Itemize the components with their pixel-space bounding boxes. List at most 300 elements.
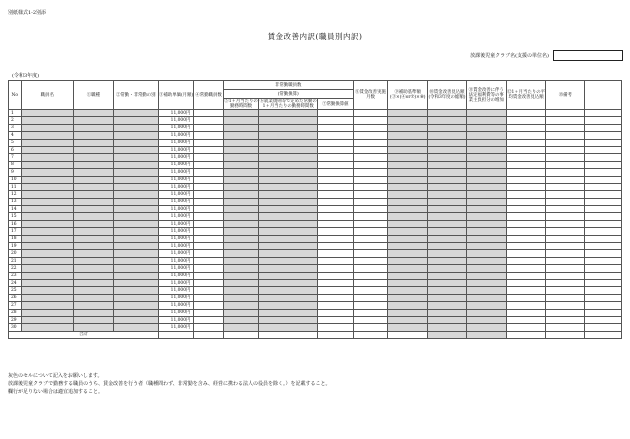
table-cell[interactable] [223,250,259,257]
table-cell[interactable] [428,272,467,279]
table-cell[interactable] [73,243,113,250]
table-cell[interactable] [73,110,113,117]
table-cell[interactable] [113,294,158,301]
total-cell [353,331,388,338]
table-cell[interactable] [259,176,318,183]
table-cell[interactable] [388,146,428,153]
table-cell[interactable] [223,213,259,220]
table-cell[interactable] [428,124,467,131]
table-row [9,228,622,235]
table-cell [546,206,585,213]
table-cell[interactable] [73,191,113,198]
table-cell[interactable] [466,257,506,264]
table-cell[interactable] [388,161,428,168]
unit-price-cell: 11,000円 [158,265,194,272]
table-cell[interactable] [113,220,158,227]
table-cell[interactable] [21,117,73,124]
table-cell [194,250,223,257]
table-cell[interactable] [73,220,113,227]
table-cell[interactable] [388,228,428,235]
table-cell[interactable] [428,117,467,124]
table-cell[interactable] [428,110,467,117]
table-cell[interactable] [428,132,467,139]
table-cell[interactable] [466,161,506,168]
table-cell[interactable] [73,287,113,294]
table-cell[interactable] [466,132,506,139]
table-cell[interactable] [113,139,158,146]
table-cell[interactable] [259,250,318,257]
table-cell[interactable] [21,324,73,331]
table-cell[interactable] [223,176,259,183]
table-cell[interactable] [428,316,467,323]
table-cell [506,213,546,220]
table-cell[interactable] [388,132,428,139]
table-cell[interactable] [21,169,73,176]
table-cell[interactable] [388,176,428,183]
table-cell[interactable] [466,250,506,257]
table-cell[interactable] [223,235,259,242]
table-cell[interactable] [466,287,506,294]
table-cell[interactable] [21,250,73,257]
table-cell[interactable] [113,169,158,176]
table-cell[interactable] [259,279,318,286]
table-cell[interactable] [466,324,506,331]
table-cell[interactable] [223,324,259,331]
table-cell[interactable] [259,132,318,139]
table-cell[interactable] [113,191,158,198]
table-cell [318,235,354,242]
table-cell[interactable] [21,302,73,309]
table-cell[interactable] [73,161,113,168]
table-row [9,220,622,227]
table-cell[interactable] [388,279,428,286]
table-cell[interactable] [466,117,506,124]
table-cell[interactable] [428,302,467,309]
table-cell[interactable] [388,316,428,323]
table-cell[interactable] [466,191,506,198]
table-cell[interactable] [21,206,73,213]
table-cell[interactable] [113,132,158,139]
table-cell[interactable] [259,243,318,250]
table-cell[interactable] [466,139,506,146]
table-cell[interactable] [113,243,158,250]
table-cell[interactable] [259,316,318,323]
table-cell[interactable] [259,228,318,235]
table-cell [546,257,585,264]
table-cell[interactable] [21,183,73,190]
table-cell[interactable] [223,183,259,190]
table-cell[interactable] [259,183,318,190]
table-cell[interactable] [21,176,73,183]
table-cell[interactable] [428,257,467,264]
unit-price-cell: 11,000円 [158,183,194,190]
table-cell[interactable] [388,265,428,272]
table-cell[interactable] [113,146,158,153]
table-cell[interactable] [259,324,318,331]
table-cell[interactable] [73,154,113,161]
table-cell [194,272,223,279]
table-cell[interactable] [113,302,158,309]
table-cell[interactable] [388,117,428,124]
table-cell[interactable] [113,124,158,131]
table-cell[interactable] [223,198,259,205]
table-cell[interactable] [223,302,259,309]
table-cell[interactable] [223,309,259,316]
table-cell[interactable] [113,176,158,183]
table-cell[interactable] [223,191,259,198]
table-cell[interactable] [21,228,73,235]
table-cell[interactable] [73,198,113,205]
table-cell[interactable] [21,272,73,279]
table-cell[interactable] [259,124,318,131]
table-cell[interactable] [259,272,318,279]
table-cell[interactable] [113,117,158,124]
table-cell[interactable] [73,228,113,235]
table-cell[interactable] [73,183,113,190]
table-cell[interactable] [388,302,428,309]
table-cell[interactable] [388,272,428,279]
table-cell[interactable] [223,316,259,323]
table-cell[interactable] [223,169,259,176]
table-cell[interactable] [21,309,73,316]
club-name-field[interactable] [553,50,623,61]
table-cell[interactable] [21,110,73,117]
table-cell[interactable] [428,228,467,235]
table-row [9,257,622,264]
table-cell[interactable] [223,279,259,286]
table-cell[interactable] [259,235,318,242]
table-cell[interactable] [73,132,113,139]
header-parttime-group: 非常勤職員数 [223,81,353,90]
table-cell[interactable] [466,176,506,183]
table-cell[interactable] [21,287,73,294]
table-cell [546,243,585,250]
table-cell [318,272,354,279]
table-cell[interactable] [21,243,73,250]
table-cell[interactable] [388,309,428,316]
table-cell[interactable] [259,302,318,309]
table-cell[interactable] [223,287,259,294]
row-number: 16 [9,220,22,227]
table-cell[interactable] [428,198,467,205]
table-cell [194,176,223,183]
table-cell [353,302,388,309]
total-cell [506,331,546,338]
table-cell[interactable] [223,257,259,264]
table-cell[interactable] [113,161,158,168]
table-cell[interactable] [428,250,467,257]
table-cell[interactable] [21,139,73,146]
table-cell[interactable] [113,183,158,190]
table-cell[interactable] [21,257,73,264]
header-welfare-increase: ⑪賃金改善に伴う法定福利費等の事業主負担分の増加 [466,81,506,110]
table-row [9,198,622,205]
table-cell[interactable] [21,124,73,131]
table-cell [546,265,585,272]
table-cell[interactable] [21,213,73,220]
header-monthly-average: ⑫1ヶ月当たりの平均賃金改善見込額 [506,81,546,110]
table-cell[interactable] [223,206,259,213]
table-cell[interactable] [223,243,259,250]
table-cell [506,124,546,131]
table-cell[interactable] [428,220,467,227]
table-cell[interactable] [259,206,318,213]
table-cell[interactable] [21,265,73,272]
table-cell[interactable] [113,206,158,213]
table-cell[interactable] [388,257,428,264]
table-cell[interactable] [466,220,506,227]
table-cell[interactable] [73,206,113,213]
footnote: 放課後児童クラブで勤務する職員のうち、賃金改善を行う者（職種問わず、非常勤を含み、経営に携わる法人の役員を除く。）を記載すること。 [8,381,331,387]
table-cell[interactable] [466,272,506,279]
table-cell[interactable] [223,117,259,124]
table-cell[interactable] [466,154,506,161]
table-cell[interactable] [21,191,73,198]
table-cell[interactable] [73,139,113,146]
table-cell[interactable] [223,124,259,131]
row-number: 27 [9,302,22,309]
table-cell[interactable] [259,257,318,264]
table-cell[interactable] [388,183,428,190]
table-cell[interactable] [466,206,506,213]
table-cell [585,191,622,198]
table-cell[interactable] [21,132,73,139]
fiscal-year-label: (令和3年度) [12,73,40,79]
table-cell[interactable] [73,213,113,220]
table-cell [318,124,354,131]
table-cell[interactable] [466,110,506,117]
table-cell[interactable] [428,176,467,183]
unit-price-cell: 11,000円 [158,228,194,235]
table-cell[interactable] [21,279,73,286]
table-cell[interactable] [113,228,158,235]
table-cell [546,294,585,301]
table-cell[interactable] [428,191,467,198]
table-cell[interactable] [259,191,318,198]
table-cell[interactable] [388,198,428,205]
table-cell[interactable] [113,257,158,264]
table-cell[interactable] [259,265,318,272]
table-cell[interactable] [259,213,318,220]
table-cell[interactable] [388,206,428,213]
table-cell[interactable] [223,110,259,117]
table-cell[interactable] [223,228,259,235]
table-cell[interactable] [223,154,259,161]
table-cell [506,110,546,117]
table-cell[interactable] [428,294,467,301]
table-cell [585,176,622,183]
table-cell [506,228,546,235]
table-cell[interactable] [428,235,467,242]
table-cell[interactable] [466,235,506,242]
table-cell[interactable] [223,294,259,301]
table-cell[interactable] [223,272,259,279]
table-row [9,302,622,309]
table-cell[interactable] [113,213,158,220]
table-cell [353,132,388,139]
table-cell[interactable] [428,146,467,153]
table-cell[interactable] [73,250,113,257]
table-cell[interactable] [466,302,506,309]
table-cell[interactable] [388,139,428,146]
table-cell[interactable] [223,139,259,146]
table-cell [194,198,223,205]
table-cell[interactable] [113,198,158,205]
table-cell [318,206,354,213]
table-cell[interactable] [73,309,113,316]
table-cell[interactable] [259,287,318,294]
table-cell[interactable] [388,220,428,227]
table-cell[interactable] [21,198,73,205]
table-cell[interactable] [113,279,158,286]
table-cell[interactable] [388,324,428,331]
table-cell[interactable] [388,243,428,250]
table-cell[interactable] [21,316,73,323]
table-cell[interactable] [73,279,113,286]
table-cell[interactable] [259,139,318,146]
table-cell [318,309,354,316]
table-cell[interactable] [466,169,506,176]
table-cell[interactable] [388,287,428,294]
table-cell [353,183,388,190]
table-cell[interactable] [466,228,506,235]
table-cell[interactable] [259,117,318,124]
table-cell[interactable] [388,191,428,198]
table-cell[interactable] [113,324,158,331]
table-cell[interactable] [428,287,467,294]
table-cell[interactable] [259,294,318,301]
table-cell[interactable] [388,250,428,257]
table-cell[interactable] [428,309,467,316]
table-cell[interactable] [259,161,318,168]
table-cell [318,117,354,124]
table-cell[interactable] [21,294,73,301]
table-cell [546,279,585,286]
table-cell[interactable] [388,124,428,131]
table-cell[interactable] [388,213,428,220]
table-cell[interactable] [428,213,467,220]
table-cell [194,154,223,161]
table-cell[interactable] [259,110,318,117]
table-cell[interactable] [388,235,428,242]
table-cell [194,287,223,294]
table-cell[interactable] [73,176,113,183]
table-cell[interactable] [259,169,318,176]
table-cell[interactable] [73,146,113,153]
table-cell[interactable] [113,272,158,279]
table-cell[interactable] [113,265,158,272]
table-cell[interactable] [73,235,113,242]
table-cell[interactable] [428,154,467,161]
table-cell [194,146,223,153]
table-cell[interactable] [466,265,506,272]
table-cell[interactable] [73,302,113,309]
table-cell [353,309,388,316]
table-cell[interactable] [113,309,158,316]
table-cell [546,169,585,176]
table-cell[interactable] [428,279,467,286]
table-cell [506,139,546,146]
table-cell[interactable] [223,220,259,227]
table-cell[interactable] [21,235,73,242]
table-cell[interactable] [73,169,113,176]
table-cell [585,183,622,190]
table-cell[interactable] [428,139,467,146]
table-cell [546,117,585,124]
total-label: 合計 [9,331,159,338]
table-cell[interactable] [428,169,467,176]
table-cell[interactable] [223,132,259,139]
table-cell[interactable] [73,124,113,131]
table-cell[interactable] [73,294,113,301]
table-cell[interactable] [73,316,113,323]
table-cell[interactable] [259,146,318,153]
table-cell [585,117,622,124]
table-cell[interactable] [428,243,467,250]
table-cell [353,146,388,153]
table-cell[interactable] [113,250,158,257]
table-cell[interactable] [113,235,158,242]
table-cell[interactable] [223,161,259,168]
table-cell[interactable] [73,257,113,264]
table-cell[interactable] [428,324,467,331]
table-cell[interactable] [21,154,73,161]
table-cell [506,183,546,190]
table-cell[interactable] [428,183,467,190]
table-cell [194,139,223,146]
table-cell[interactable] [259,309,318,316]
table-cell[interactable] [428,265,467,272]
table-cell[interactable] [466,183,506,190]
table-cell[interactable] [466,146,506,153]
table-cell[interactable] [73,265,113,272]
table-cell[interactable] [466,316,506,323]
table-cell[interactable] [113,316,158,323]
table-cell[interactable] [428,206,467,213]
table-cell [194,228,223,235]
row-number: 21 [9,257,22,264]
table-cell[interactable] [466,213,506,220]
table-cell [318,287,354,294]
table-cell[interactable] [466,124,506,131]
table-cell[interactable] [223,146,259,153]
table-cell[interactable] [466,279,506,286]
table-cell[interactable] [388,169,428,176]
table-cell[interactable] [21,220,73,227]
table-cell[interactable] [259,154,318,161]
table-cell[interactable] [466,243,506,250]
table-cell[interactable] [73,324,113,331]
table-cell[interactable] [259,198,318,205]
unit-price-cell: 11,000円 [158,324,194,331]
table-cell[interactable] [466,198,506,205]
table-cell[interactable] [388,294,428,301]
table-cell[interactable] [466,309,506,316]
table-cell[interactable] [388,154,428,161]
table-cell[interactable] [466,294,506,301]
table-cell[interactable] [223,265,259,272]
table-cell[interactable] [259,220,318,227]
table-cell[interactable] [113,154,158,161]
table-cell[interactable] [113,110,158,117]
table-cell[interactable] [388,110,428,117]
table-cell[interactable] [73,272,113,279]
table-cell[interactable] [21,161,73,168]
table-cell[interactable] [428,161,467,168]
table-cell[interactable] [21,146,73,153]
table-cell[interactable] [73,117,113,124]
table-cell[interactable] [113,287,158,294]
